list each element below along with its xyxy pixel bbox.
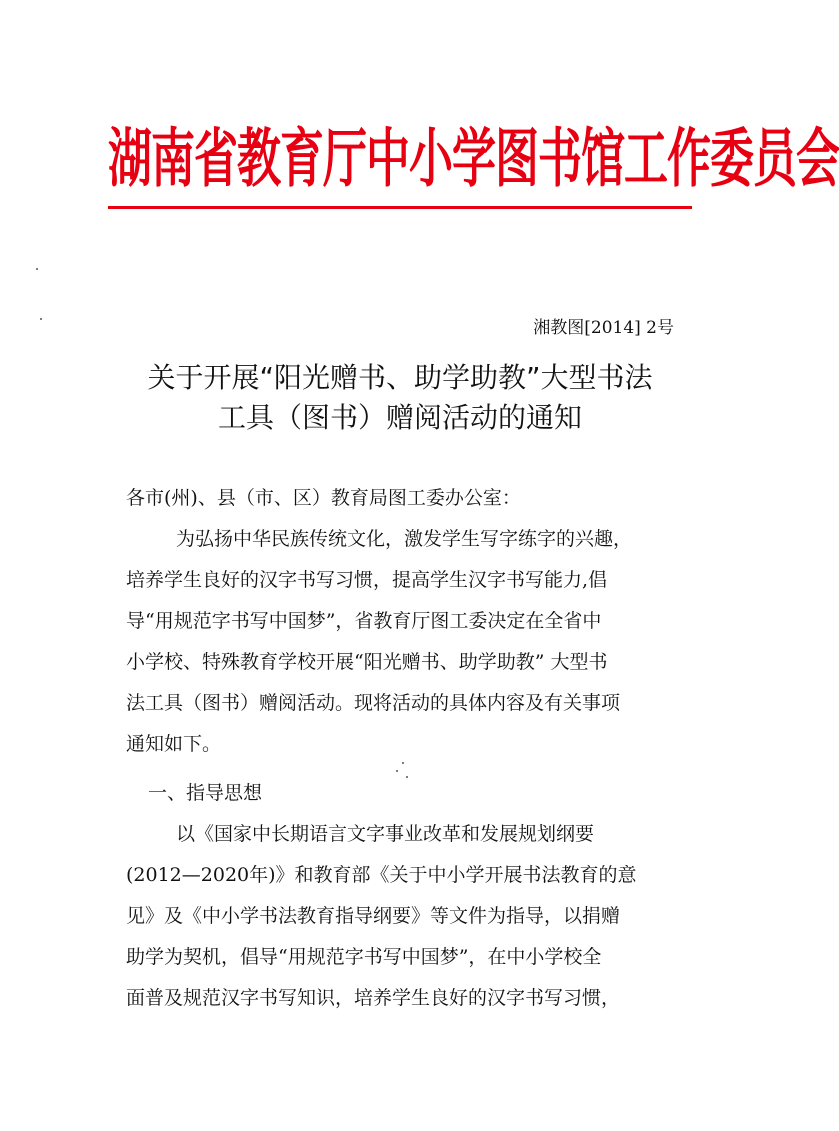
salutation: 各市(州)、县（市、区）教育局图工委办公室：	[126, 487, 521, 509]
body-line: 法工具（图书）赠阅活动。现将活动的具体内容及有关事项	[126, 692, 621, 714]
letterhead-org-name: 湖南省教育厅中小学图书馆工作委员会	[108, 122, 839, 197]
body-line: 助学为契机，倡导“用规范字书写中国梦”，在中小学校全	[126, 946, 602, 968]
body-line: 面普及规范汉字书写知识，培养学生良好的汉字书写习惯，	[126, 987, 621, 1009]
document-number: 湘教图[2014] 2号	[533, 318, 674, 338]
body-line: 通知如下。	[126, 733, 222, 755]
body-line: 见》及《中小学书法教育指导纲要》等文件为指导，以捐赠	[126, 905, 621, 927]
scan-speck	[40, 318, 42, 320]
document-title-line-2: 工具（图书）赠阅活动的通知	[217, 401, 582, 434]
document-title-line-1: 关于开展“阳光赠书、助学助教”大型书法	[147, 361, 653, 394]
section-heading: 一、指导思想	[148, 782, 263, 804]
body-line: 导“用规范字书写中国梦”，省教育厅图工委决定在全省中	[126, 610, 602, 632]
scan-speck	[36, 268, 38, 270]
body-line: 以《国家中长期语言文字事业改革和发展规划纲要	[176, 823, 595, 845]
scan-speck	[396, 770, 398, 772]
body-line: (2012—2020年)》和教育部《关于中小学开展书法教育的意	[126, 864, 637, 886]
letterhead-red-line	[108, 206, 692, 209]
body-line: 培养学生良好的汉字书写习惯，提高学生汉字书写能力,倡	[126, 569, 608, 591]
body-line: 为弘扬中华民族传统文化，激发学生写字练字的兴趣，	[176, 528, 633, 550]
body-line: 小学校、特殊教育学校开展“阳光赠书、助学助教” 大型书	[126, 651, 608, 673]
